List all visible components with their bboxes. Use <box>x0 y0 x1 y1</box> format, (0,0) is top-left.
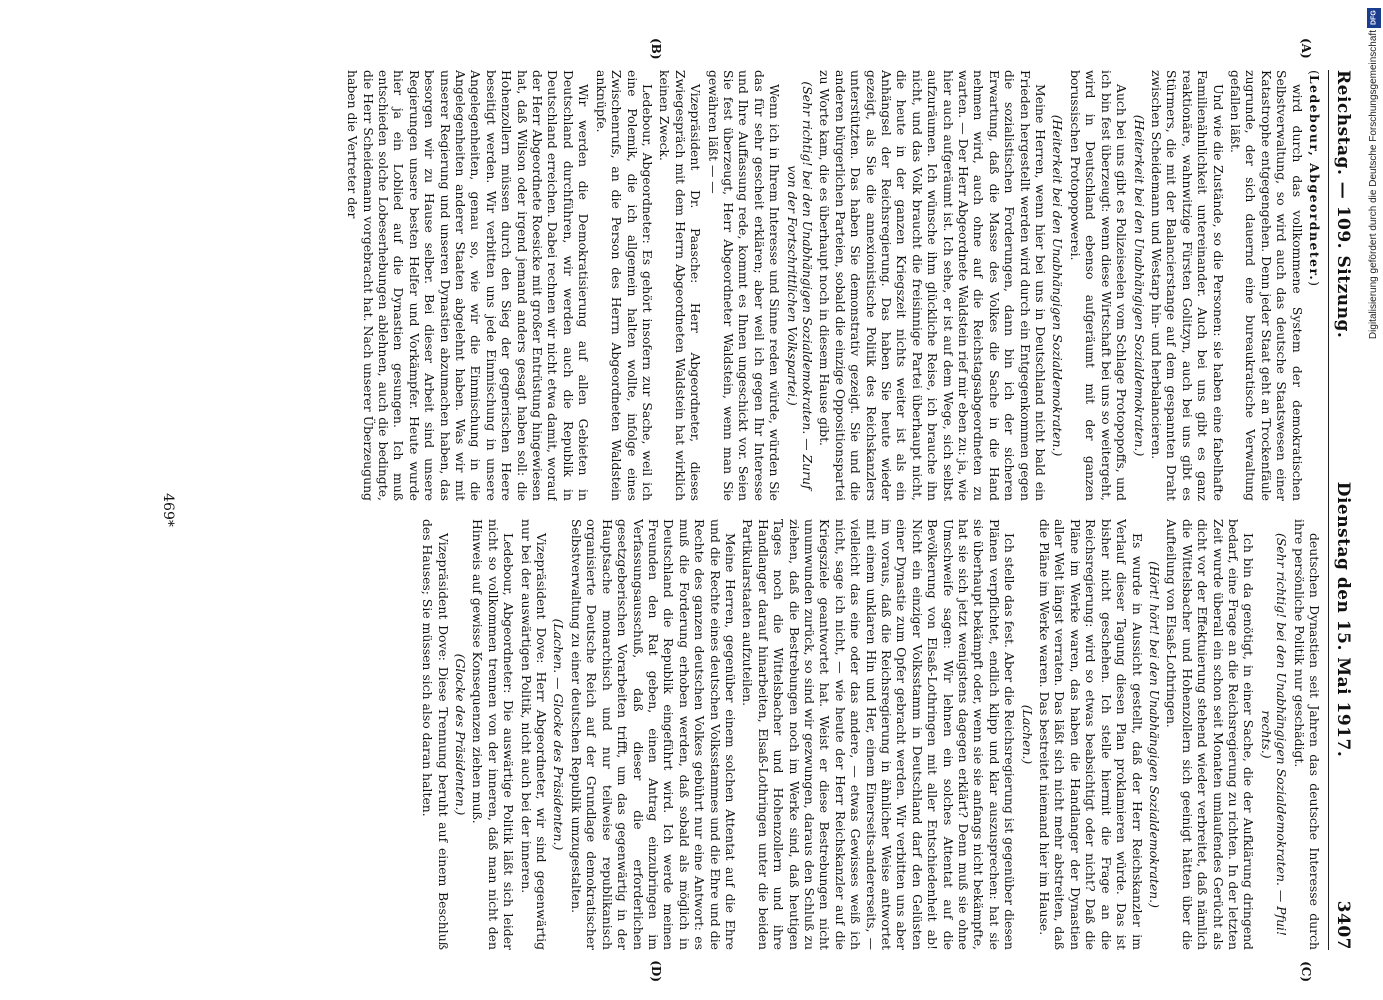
dfg-logo: DFG <box>1367 8 1381 28</box>
text-columns <box>182 70 1322 950</box>
right-column <box>182 519 1322 950</box>
right-col-paragraph: Es wurde in Aussicht gestellt, daß der Herr Reichskanzler im Verlauf dieser Tagung diesen Plan proklamieren würde. Das ist bisher nicht geschehen. Ich stelle hiermit die Frage an die Reichsregierung: wird so etwas beabsichtigt oder nicht? Daß die Pläne im Werke waren, das haben die Handlanger der Dynastien aller Welt längst verraten. Das läßt sich nicht mehr abstreiten, daß die Pläne im Werke waren. Das bestreitet niemand hier im Hause. <box>1037 519 1145 950</box>
right-col-paragraph: Ich bin da genötigt, in einer Sache, die der Aufklärung dringend bedarf, eine Frage an die Reichsregierung zu richten. In der letzten Zeit wurde überall ein schon seit Monaten umlaufendes Gerücht als dicht vor der Effektuierung stehend wieder verbreitet, daß nämlich die Wittelsbacher und Hohenzollern sich geeinigt hätten über die Aufteilung von Elsaß-Lothringen. <box>1164 519 1257 950</box>
left-col-paragraph: Wenn ich in Ihrem Interesse und Sinne reden würde, würden Sie das für sehr gescheit erklären; aber weil ich gegen Ihr Interesse und Ihre Auffassung rede, kommt es Ihnen ungeschickt vor. Seien Sie fest überzeugt, Herr Abgeordneter Waldstein, wenn man Sie gewähren läßt — — <box>705 70 783 501</box>
left-col-paragraph: Vizepräsident Dr. Paasche: Herr Abgeordneter, dieses Zwiegespräch mit dem Herrn Abgeordneten Waldstein hat wirklich keinen Zweck. <box>657 70 704 501</box>
right-col-paragraph: Ledebour, Abgeordneter: Die auswärtige Politik läßt sich leider nicht so vollkommen trennen von der inneren, daß man nicht den Hinweis auf gewisse Konsequenzen ziehen muß. <box>470 519 517 950</box>
left-col-paragraph: wird durch das vollkommene System der demokratischen Selbstverwaltung, so wird auch das deutsche Staatswesen einer Katastrophe entgegengehen. Denn jeder Staat geht an Trockenfäule zugrunde, der sich dauernd eine bureaukratische Verwaltung gefallen läßt. <box>1227 70 1305 501</box>
right-col-paragraph: Ich stelle das fest. Aber die Reichsregierung ist gegenüber diesen Plänen verpflichtet, endlich klipp und klar auszusprechen: hat sie sie überhaupt bekämpft oder, wenn sie sie anfangs nicht bekämpfte, hat sie sich jetzt wenigstens dagegen erklärt? Denn muß sie ohne Umschweife sagen: Wir lehnen ein solches Attentat auf die Bevölkerung von Elsaß-Lothringen mit aller Entschiedenheit ab! Nicht ein einziger Volksstamm in Deutschland darf den Gelüsten einer Dynastie zum Opfer gebracht werden. Wir verbitten uns aber im voraus, daß die Reichsregierung in ähnlicher Weise antwortet mit einem unklaren Hin und Her, einem Einerseits-andererseits, — vielleicht das eine oder das andere, — etwas Gewisses weiß ich nicht, sage ich nicht, — wie heute der Herr Reichskanzler auf die Kriegsziele geantwortet hat. Weist er diese Bestrebungen nicht unumwunden zurück, so sind wir gezwungen, daraus den Schluß zu ziehen, daß die Bestrebungen noch im Werke sind, daß heutigen Tages noch die Wittelsbacher und Hohenzollern und ihre Handlanger darauf hinarbeiten, Elsaß-Lothringen unter die beiden Partikularstaaten aufzuteilen. <box>740 519 1018 950</box>
left-col-paragraph: (Sehr richtig! bei den Unabhängigen Sozialdemokraten. — Zuruf von der Fortschrittlichen Volkspartei.) <box>784 81 815 490</box>
left-col-paragraph: Wir werden die Demokratisierung auf allen Gebieten in Deutschland durchführen, wir werden auch die Republik in Deutschland erreichen. Dabei rechnen wir nicht etwa damit, worauf der Herr Abgeordnete Roesicke mit großer Entrüstung hingewiesen hat, daß Wilson oder irgend jemand anders gesagt haben soll: die Hohenzollern müssen durch den Sieg der gegnerischen Heere beseitigt werden. Wir verbitten uns jede Einmischung in unsere Angelegenheiten, genau so, wie wir die Einmischung in die Angelegenheiten anderer Staaten abgelehnt haben. Was wir mit unserer Regierung und unseren Dynastien abzumachen haben, das besorgen wir zu Hause selber. Bei dieser Arbeit sind unsere Regierungen unsere besten Helfer und Vorkämpfer. Heute wurde hier ja ein Loblied auf die Dynastien gesungen. Ich muß entschieden solche Lobeserhebungen ablehnen, auch die bedingte, die Herr Scheidemann vorgebracht hat. Nach unserer Überzeugung haben die Vertreter der <box>345 70 592 501</box>
digitization-note: Digitalisierung gefördert durch die Deutsche Forschungsgemeinschaft <box>1368 30 1379 340</box>
header-center: Dienstag den 15. Mai 1917. <box>1333 481 1353 758</box>
right-col-paragraph: Meine Herren, gegenüber einem solchen Attentat auf die Ehre und die Rechte eines deutschen Volksstammes und die Ehre und die Rechte des ganzen deutschen Volkes gebührt nur eine Antwort: es muß die Forderung erhoben werden, daß sobald als möglich in Deutschland die Republik eingeführt wird. Ich werde meinen Freunden den Rat geben, einen Antrag einzubringen im Verfassungsausschuß, daß dieser die erforderlichen gesetzgeberischen Vorarbeiten trifft, um das gegenwärtig in der Hauptsache monarchisch und nur teilweise republikanisch organisierte Deutsche Reich auf der Grundlage demokratischer Selbstverwaltung zu einer deutschen Republik umzugestalten. <box>568 519 738 950</box>
right-col-paragraph: deutschen Dynastien seit Jahren das deutsche Interesse durch ihre persönliche Politik nur geschädigt. <box>1291 519 1322 950</box>
speaker-name: Ledebour, Abgeordneter. <box>1307 74 1322 282</box>
margin-marker-d: (D) <box>649 960 663 982</box>
speaker-continuation: (Ledebour, Abgeordneter.) <box>1307 70 1322 287</box>
left-column <box>182 70 1322 501</box>
right-col-paragraph: (Hört! hört! bei den Unabhängigen Sozialdemokraten.) <box>1146 561 1162 908</box>
right-col-paragraph: Vizepräsident Dove: Diese Trennung beruht auf einem Beschluß des Hauses; Sie müssen sich also daran halten. <box>420 519 451 950</box>
header-page-number: 3407 <box>1333 900 1353 950</box>
running-head <box>1328 70 1353 950</box>
left-col-paragraph: Und wie die Zustände, so die Personen: sie haben eine fabelhafte Familienähnlichkeit untereinander. Auch bei uns gibt es ganz reaktionäre, wahnwitzige Fürsten Golitzyn, auch bei uns gibt es Stürmers, die mit der Balancierstange auf dem gespannten Draht zwischen Scheidemann und Westarp hin- und herbalancieren. <box>1148 70 1226 501</box>
rotated-page <box>123 38 1353 982</box>
header-left: Reichstag. — 109. Sitzung. <box>1333 70 1353 339</box>
left-col-paragraph: Ledebour, Abgeordneter: Es gehört insofern zur Sache, weil ich eine Polemik, die ich allgemein halten wollte, infolge eines Zwischenrufs, an die Person des Herrn Abgeordneten Waldstein anknüpfe. <box>593 70 655 501</box>
left-col-paragraph: Auch bei uns gibt es Polizeiseelen vom Schlage Protopopoffs, und ich bin fest überzeugt: wenn diese Wirtschaft bei uns so weitergeht, wird in Deutschland ebenso aufgeräumt mit der ganzen borussischen Protopopowerei. <box>1067 70 1130 501</box>
left-col-paragraph: Meine Herren, wenn hier bei uns in Deutschland nicht bald ein Frieden hergestellt werden wird durch ein Entgegenkommen gegen die sozialistischen Forderungen, dann bin ich der sicheren Erwartung, daß die Masse des Volkes die Sache in die Hand nehmen wird, auch ohne auf die Reichstagsabgeordneten zu warten. — Der Herr Abgeordnete Waldstein rief mir eben zu: ja, wie hier auch aufgeräumt ist. Ich sehe, er ist auf dem Wege, sich selbst aufzuräumen. Ich wünsche ihm glückliche Reise, ich brauche ihn nicht, und das Volk braucht die freisinnige Partei überhaupt nicht, die heute in der ganzen Kriegszeit nichts weiter ist als ein Anhängsel der Reichsregierung. Das haben Sie heute wieder gezeigt, als Sie die annexionistische Politik des Reichskanzlers unterstützten. Das haben Sie demonstrativ gezeigt. Sie und die anderen bürgerlichen Parteien, sobald die einzige Oppositionspartei zu Worte kam, die es überhaupt noch in diesem Hause gibt. <box>817 70 1049 501</box>
sheet-number: 469* <box>160 493 176 527</box>
left-col-paragraph: (Heiterkeit bei den Unabhängigen Sozialdemokraten.) <box>1050 114 1066 457</box>
right-col-paragraph: (Lachen.) <box>1019 704 1035 765</box>
margin-marker-c: (C) <box>1299 961 1313 982</box>
right-col-paragraph: (Glocke des Präsidenten.) <box>453 653 469 816</box>
right-col-paragraph: (Sehr richtig! bei den Unabhängigen Sozialdemokraten. — Pfui! rechts.) <box>1258 532 1290 937</box>
margin-marker-b: (B) <box>649 38 663 60</box>
left-col-paragraph: (Heiterkeit bei den Unabhängigen Sozialdemokraten.) <box>1131 114 1147 457</box>
margin-marker-a: (A) <box>1299 38 1313 59</box>
right-col-paragraph: (Lachen. — Glocke des Präsidenten.) <box>551 618 567 851</box>
right-col-paragraph: Vizepräsident Dove: Herr Abgeordneter, wir sind gegenwärtig nur bei der auswärtigen Politik, nicht auch bei der inneren. <box>518 519 550 950</box>
